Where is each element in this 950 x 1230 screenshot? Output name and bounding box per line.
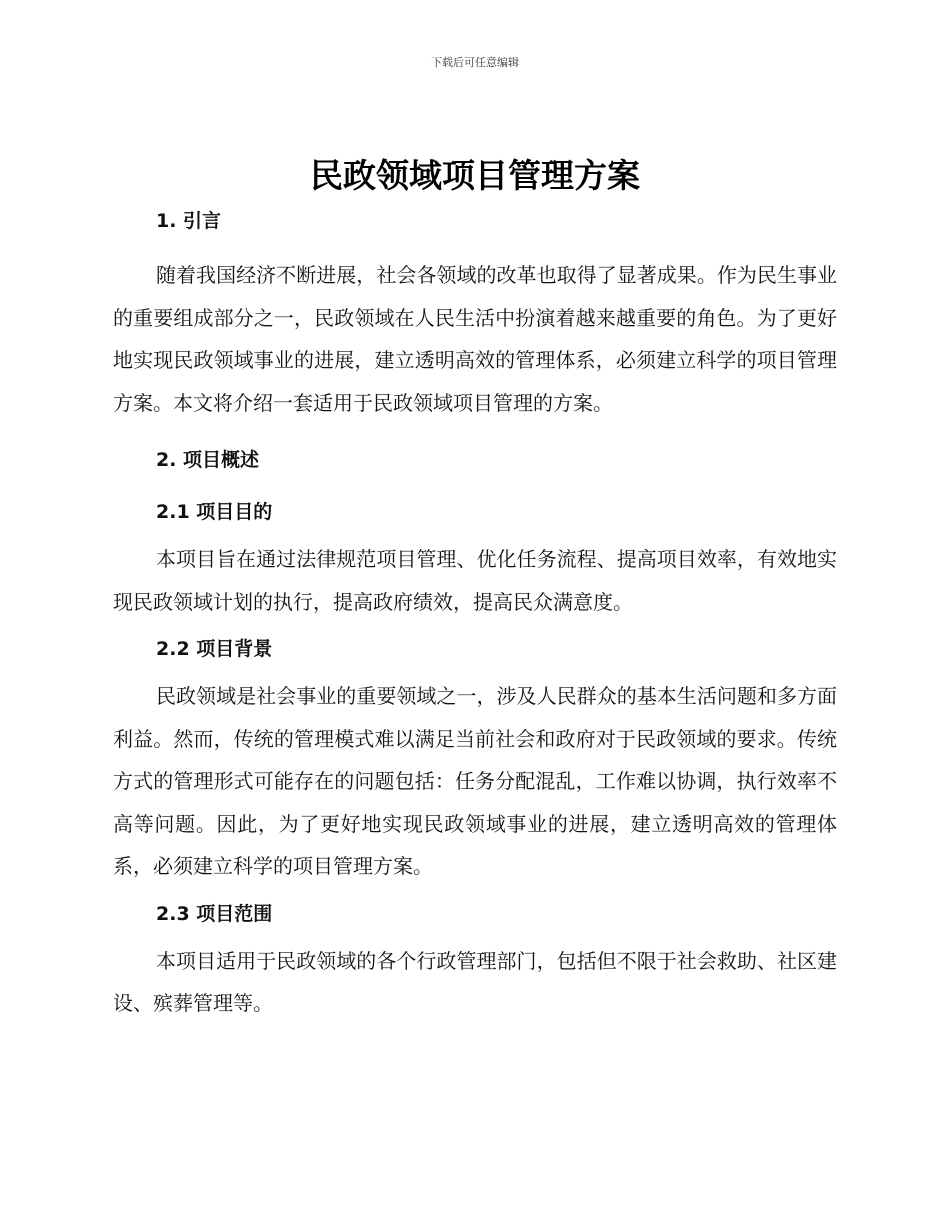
header-note: 下载后可任意编辑	[431, 56, 519, 69]
paragraph-intro: 随着我国经济不断进展，社会各领域的改革也取得了显著成果。作为民生事业的重要组成部分之一，民政领域在人民生活中扮演着越来越重要的角色。为了更好地实现民政领域事业的进展，建立透明高效的管理体系，必须建立科学的项目管理方案。本文将介绍一套适用于民政领域项目管理的方案。	[113, 263, 837, 415]
paragraph-scope: 本项目适用于民政领域的各个行政管理部门，包括但不限于社会救助、社区建设、殡葬管理等。	[113, 948, 837, 1015]
paragraph-background: 民政领域是社会事业的重要领域之一，涉及人民群众的基本生活问题和多方面利益。然而，传统的管理模式难以满足当前社会和政府对于民政领域的要求。传统方式的管理形式可能存在的问题包括：任务分配混乱，工作难以协调，执行效率不高等问题。因此，为了更好地实现民政领域事业的进展，建立透明高效的管理体系，必须建立科学的项目管理方案。	[113, 684, 837, 878]
document-title: 民政领域项目管理方案	[310, 156, 640, 195]
section-heading-scope: 2.3 项目范围	[156, 902, 273, 925]
section-heading-purpose: 2.1 项目目的	[156, 501, 273, 523]
document-body	[113, 196, 837, 1025]
section-heading-intro: 1. 引言	[156, 210, 222, 232]
paragraph-purpose: 本项目旨在通过法律规范项目管理、优化任务流程、提高项目效率，有效地实现民政领域计划的执行，提高政府绩效，提高民众满意度。	[113, 547, 837, 614]
section-heading-overview: 2. 项目概述	[156, 449, 260, 471]
section-heading-background: 2.2 项目背景	[156, 638, 273, 660]
